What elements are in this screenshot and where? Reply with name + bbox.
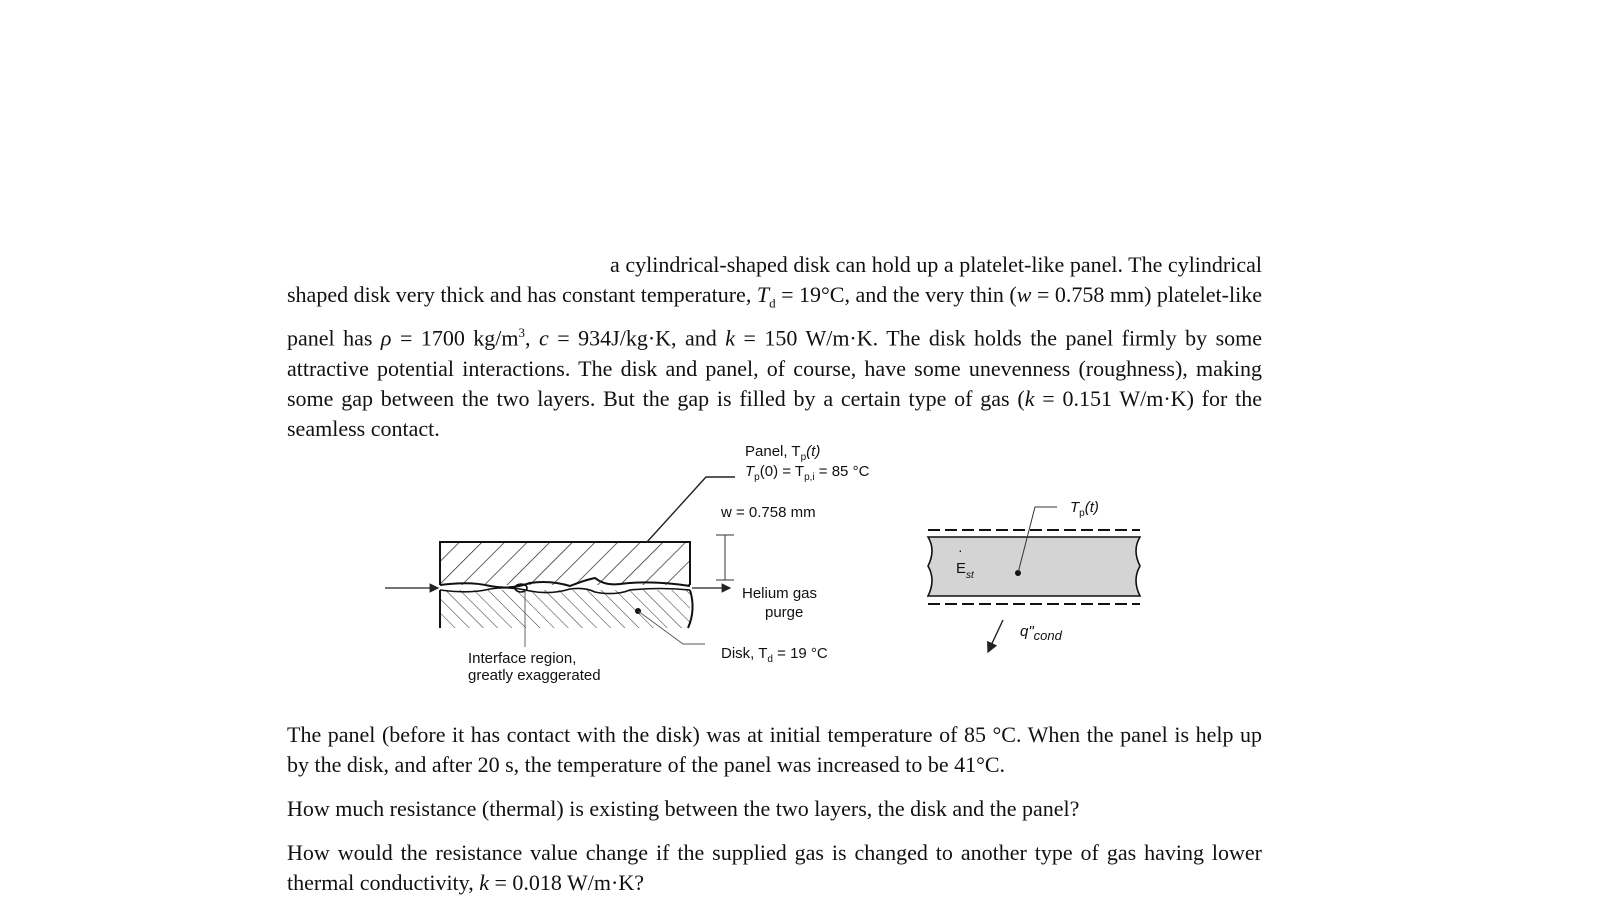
p4-value: = 0.018 W/m·K? [489,870,644,895]
k-value: = 150 W/m·K. The disk holds the panel firmly by some attractive potential interactions. The disk and panel, of course, have some unevenness (roughness), making some gap between the two layers. But the gap is filled by a certain type of gas ( [287,325,1263,411]
panel-plate [440,542,690,587]
initial-temp-label: $T_p(0) = T_{p,i} = 85$ °C [745,463,870,483]
tp-label: $T_p(t)$ [1070,499,1099,519]
rho-symbol: ρ [380,325,392,351]
td-symbol: T [756,282,770,307]
gas-label-line2: purge [765,604,804,621]
k2-symbol: k [1024,385,1035,411]
k-symbol: k [725,325,736,351]
paragraph-4 [287,838,1262,898]
paragraph-3: How much resistance (thermal) is existing between the two layers, the disk and the panel? [287,796,1080,821]
paragraph-2: The panel (before it has contact with the disk) was at initial temperature of 85 °C. When the panel is help up by the disk, and after 20 s, the temperature of the panel was increased to be 41°C. [287,722,1262,777]
c-separator: , [525,325,540,351]
est-label: $E_{st}$ [956,560,974,581]
width-label: w = 0.758 mm [721,504,816,521]
intro-paragraph [287,250,1262,444]
q-label: q"cond [1020,623,1062,643]
w-value: = 0.758 mm) platelet-like panel has [287,282,1262,351]
est-dot: · [958,542,963,558]
rho-superscript: 3 [518,325,526,341]
intro-text: a cylindrical-shaped disk can hold up a platelet-like panel. The cylindrical shaped disk very thick and has constant temperature, [287,252,1262,307]
figure [380,440,1160,700]
thickness-dimension [716,535,734,580]
p4-text: How would the resistance value change if the supplied gas is changed to another type of gas having lower thermal conductivity, [287,840,1262,895]
c-value: = 934J/kg·K, and [548,325,726,351]
disk-block [440,588,693,628]
rho-value: = 1700 kg/m [391,325,519,351]
w-symbol: w [1016,282,1032,307]
panel-label: Panel, $T_p(t)$ [745,443,821,463]
gas-label-line1: Helium gas [742,585,818,602]
p4-k-symbol: k [479,870,490,895]
td-subscript: d [769,295,776,311]
interface-label-line1: Interface region, [468,650,577,667]
interface-label-line2: greatly exaggerated [468,667,601,684]
disk-label: Disk, $T_d = 19$ °C [721,645,828,665]
c-symbol: c [539,325,549,351]
td-value: = 19°C, and the very thin ( [775,282,1017,307]
k2-value: = 0.151 W/m·K) for the seamless contact. [287,385,1262,441]
